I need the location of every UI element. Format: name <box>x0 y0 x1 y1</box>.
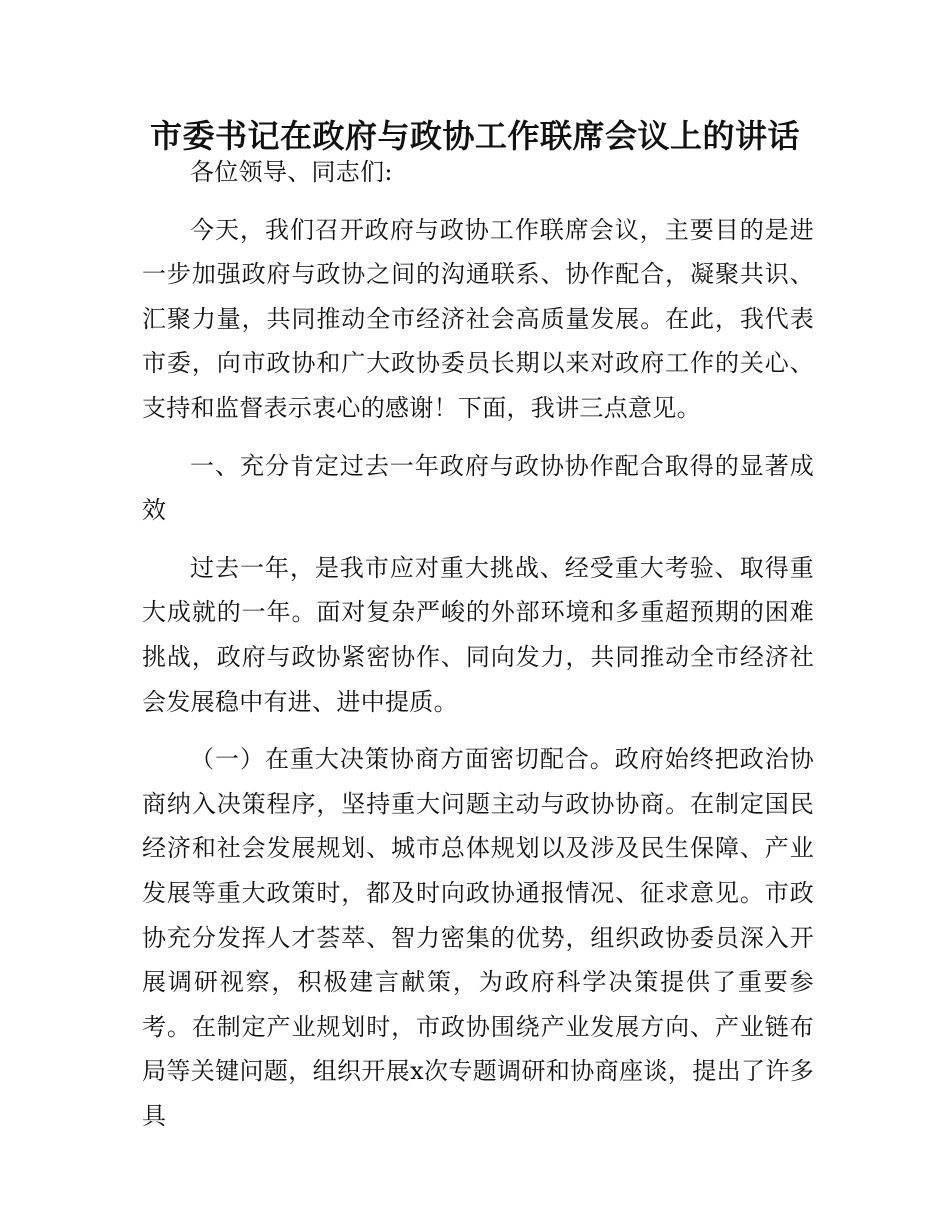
paragraph-opening: 今天，我们召开政府与政协工作联席会议，主要目的是进一步加强政府与政协之间的沟通联系、协作配合，凝聚共识、汇聚力量，共同推动全市经济社会高质量发展。在此，我代表市委，向市政协和广大政协委员长期以来对政府工作的关心、支持和监督表示衷心的感谢！下面，我讲三点意见。 <box>142 215 814 422</box>
salutation: 各位领导、同志们: <box>190 158 393 186</box>
section-heading-one: 一、充分肯定过去一年政府与政协协作配合取得的显著成效 <box>142 451 814 525</box>
document-body <box>142 150 814 1138</box>
document-title: 市委书记在政府与政协工作联席会议上的讲话 <box>149 117 800 155</box>
paragraph-past-year: 过去一年，是我市应对重大挑战、经受重大考验、取得重大成就的一年。面对复杂严峻的外部环境和多重超预期的困难挑战，政府与政协紧密协作、同向发力，共同推动全市经济社会发展稳中有进、进中提质。 <box>142 553 814 716</box>
paragraph-decision-consultation: （一）在重大决策协商方面密切配合。政府始终把政治协商纳入决策程序，坚持重大问题主动与政协协商。在制定国民经济和社会发展规划、城市总体规划以及涉及民生保障、产业发展等重大政策时，都及时向政协通报情况、征求意见。市政协充分发挥人才荟萃、智力密集的优势，组织政协委员深入开展调研视察，积极建言献策，为政府科学决策提供了重要参考。在制定产业规划时，市政协围绕产业发展方向、产业链布局等关键问题，组织开展x次专题调研和协商座谈，提出了许多具 <box>142 745 814 1130</box>
